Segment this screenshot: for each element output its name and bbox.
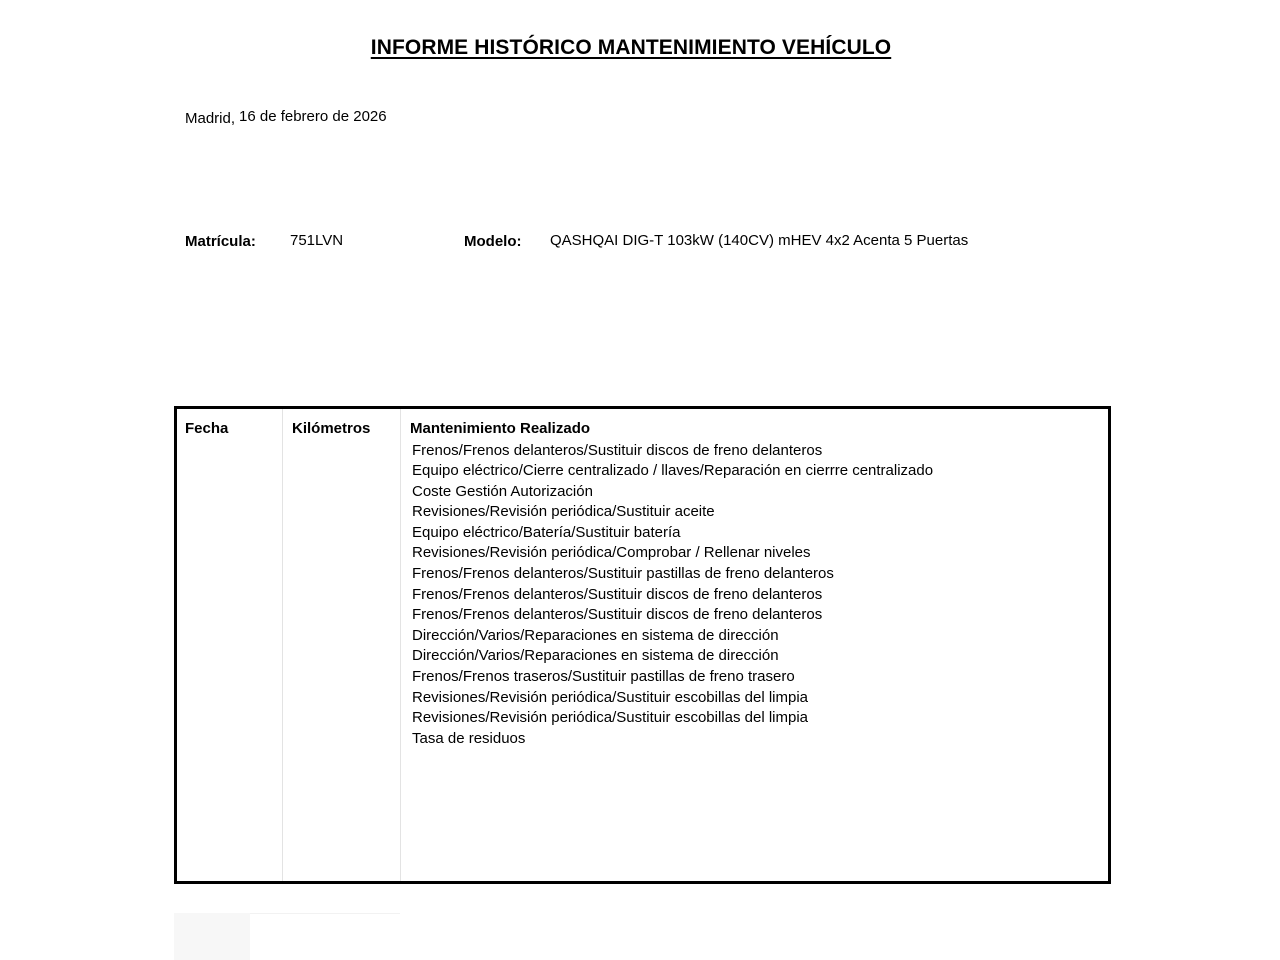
faint-block [174,913,250,960]
maintenance-item: Revisiones/Revisión periódica/Sustituir escobillas del limpia [412,709,809,727]
maintenance-item: Frenos/Frenos delanteros/Sustituir pastillas de freno delanteros [412,565,834,583]
maintenance-item: Equipo eléctrico/Batería/Sustituir batería [412,523,681,541]
report-date: 16 de febrero de 2026 [239,108,387,125]
maintenance-table [174,406,1111,884]
maintenance-item: Frenos/Frenos delanteros/Sustituir discos de freno delanteros [412,441,823,459]
maintenance-item: Dirección/Varios/Reparaciones en sistema de dirección [412,626,779,644]
model-label: Modelo: [464,233,522,250]
maintenance-list [412,441,933,750]
header-km: Kilómetros [292,420,371,437]
maintenance-item: Frenos/Frenos traseros/Sustituir pastillas de freno trasero [412,668,795,686]
maintenance-item: Revisiones/Revisión periódica/Sustituir escobillas del limpia [412,688,809,706]
place-label: Madrid, [185,110,236,127]
header-date: Fecha [185,420,229,437]
column-divider [282,409,283,881]
maintenance-item: Frenos/Frenos delanteros/Sustituir discos de freno delanteros [412,585,823,603]
maintenance-item: Frenos/Frenos delanteros/Sustituir discos de freno delanteros [412,606,823,624]
report-title: INFORME HISTÓRICO MANTENIMIENTO VEHÍCULO [370,36,892,59]
plate-label: Matrícula: [185,233,256,250]
maintenance-item: Revisiones/Revisión periódica/Comprobar / Rellenar niveles [412,544,811,562]
maintenance-item: Equipo eléctrico/Cierre centralizado / llaves/Reparación en cierrre centralizado [412,462,934,480]
maintenance-item: Tasa de residuos [412,729,526,747]
header-maintenance: Mantenimiento Realizado [410,420,591,437]
faint-line [250,913,400,914]
maintenance-item: Coste Gestión Autorización [412,482,593,500]
model-value: QASHQAI DIG-T 103kW (140CV) mHEV 4x2 Acenta 5 Puertas [550,232,969,249]
maintenance-item: Revisiones/Revisión periódica/Sustituir aceite [412,503,715,521]
plate-value: 751LVN [290,232,344,249]
column-divider [400,409,401,881]
maintenance-item: Dirección/Varios/Reparaciones en sistema de dirección [412,647,779,665]
